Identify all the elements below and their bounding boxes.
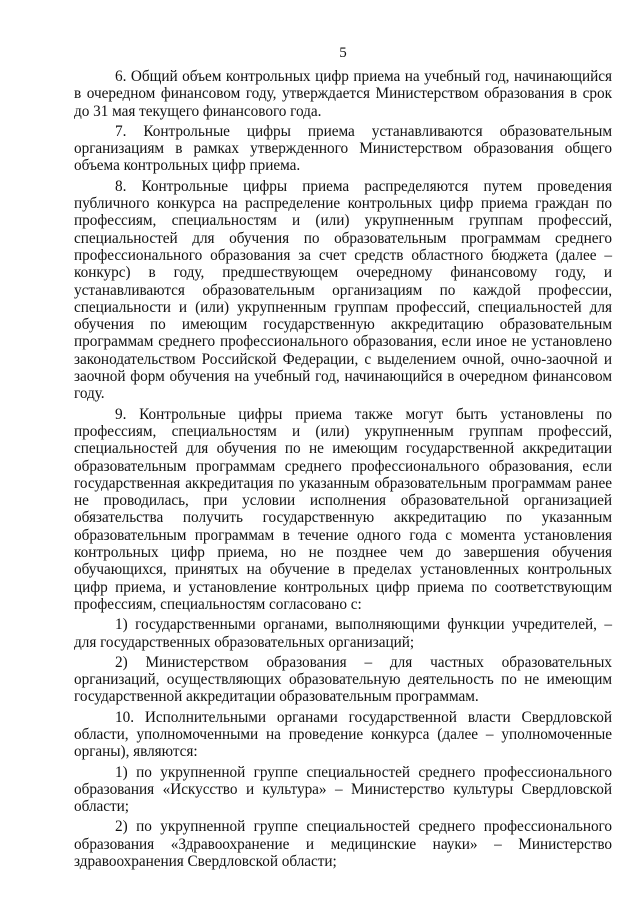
paragraph-10: 10. Исполнительными органами государственной власти Свердловской области, уполномоченными на проведение конкурса (далее – уполномоченные органы), являются: — [74, 708, 612, 761]
page-number: 5 — [339, 45, 347, 61]
document-page — [74, 44, 612, 873]
paragraph-10-item-2: 2) по укрупненной группе специальностей среднего профессионального образования «Здравоохранение и медицинские науки» – Министерство здравоохранения Свердловской области; — [74, 818, 612, 871]
paragraph-8: 8. Контрольные цифры приема распределяются путем проведения публичного конкурса на распределение контрольных цифр приема граждан по профессиям, специальностям и (или) укрупненным группам профессий, специальностей для обучения по образовательным программам среднего профессионального образования за счет средств областного бюджета (далее – конкурс) в году, предшествующем очередному финансовому году, и устанавливаются образовательным организациям по каждой профессии, специальности и (или) укрупненным группам профессий, специальностей для обучения по имеющим государственную аккредитацию образовательным программам среднего профессионального образования, если иное не установлено законодательством Российской Федерации, с выделением очной, очно-заочной и заочной форм обучения на учебный год, начинающийся в очередном финансовом году. — [74, 177, 612, 403]
paragraph-9-item-1: 1) государственными органами, выполняющими функции учредителей, – для государственных образовательных организаций; — [74, 616, 612, 651]
paragraph-9: 9. Контрольные цифры приема также могут быть установлены по профессиям, специальностям и (или) укрупненным группам профессий, специальностей для обучения по не имеющим государственной аккредитации образовательным программам среднего профессионального образования, если государственная аккредитация по указанным образовательным программам ранее не проводилась, при условии исполнения образовательной организацией обязательства получить государственную аккредитацию по указанным образовательным программам в течение одного года с момента установления контрольных цифр приема, но не позднее чем до завершения обучения обучающихся, принятых на обучение в пределах установленных контрольных цифр приема, и установление контрольных цифр приема по соответствующим профессиям, специальностям согласовано с: — [74, 405, 612, 613]
paragraph-10-item-1: 1) по укрупненной группе специальностей среднего профессионального образования «Искусство и культура» – Министерство культуры Свердловской области; — [74, 763, 612, 816]
paragraph-9-item-2: 2) Министерством образования – для частных образовательных организаций, осуществляющих образовательную деятельность по не имеющим государственной аккредитации образовательным программам. — [74, 653, 612, 706]
paragraph-6: 6. Общий объем контрольных цифр приема на учебный год, начинающийся в очередном финансовом году, утверждается Министерством образования в срок до 31 мая текущего финансового года. — [74, 68, 612, 120]
paragraph-7: 7. Контрольные цифры приема устанавливаются образовательным организациям в рамках утвержденного Министерством образования общего объема контрольных цифр приема. — [74, 122, 612, 175]
